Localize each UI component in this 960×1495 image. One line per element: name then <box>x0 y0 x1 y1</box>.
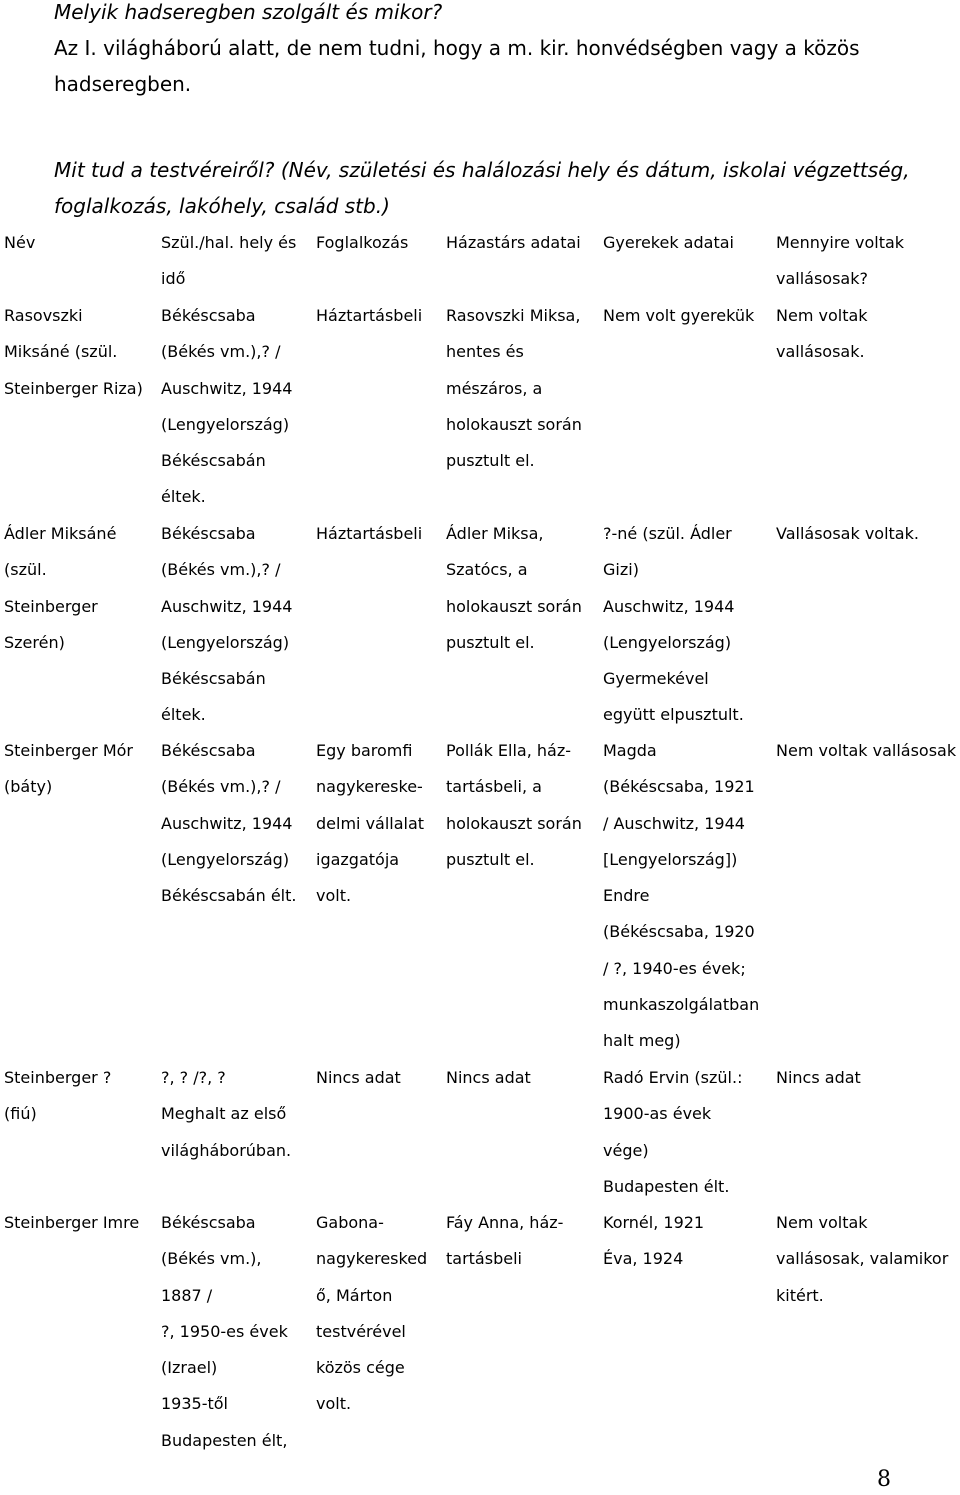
cell-occupation: Egy baromfi nagykereske- delmi vállalat igazgatója volt. <box>316 741 425 906</box>
cell-name: Steinberger Imre <box>4 1213 140 1232</box>
cell-religiosity: Nincs adat <box>776 1068 861 1087</box>
cell-children: Radó Ervin (szül.: 1900-as évek vége) Budapesten élt. <box>603 1068 743 1196</box>
cell-children: Magda (Békéscsaba, 1921 / Auschwitz, 1944 [Lengyelország]) Endre (Békéscsaba, 1920 / ?, 1940-es évek; munkaszolgálatban halt meg) <box>603 741 760 1051</box>
cell-name: Steinberger ? (fiú) <box>4 1068 112 1124</box>
question-service: Melyik hadseregben szolgált és mikor? <box>54 0 443 24</box>
cell-religiosity: Nem voltak vallásosak, valamikor kitért. <box>776 1213 949 1305</box>
cell-spouse: Rasovszki Miksa, hentes és mészáros, a holokauszt során pusztult el. <box>446 306 582 471</box>
cell-birth-death: Békéscsaba (Békés vm.),? / Auschwitz, 1944 (Lengyelország) Békéscsabán élt. <box>161 741 297 906</box>
cell-occupation: Nincs adat <box>316 1068 401 1087</box>
header-children: Gyerekek adatai <box>603 233 734 252</box>
cell-birth-death: Békéscsaba (Békés vm.), 1887 / ?, 1950-es évek (Izrael) 1935-től Budapesten élt, <box>161 1213 288 1450</box>
cell-children: Kornél, 1921 Éva, 1924 <box>603 1213 705 1269</box>
header-occupation: Foglalkozás <box>316 233 409 252</box>
cell-children: ?-né (szül. Ádler Gizi) Auschwitz, 1944 (Lengyelország) Gyermekével együtt elpusztult. <box>603 524 744 725</box>
cell-occupation: Háztartásbeli <box>316 524 423 543</box>
cell-spouse: Fáy Anna, ház- tartásbeli <box>446 1213 564 1269</box>
cell-birth-death: ?, ? /?, ? Meghalt az első világháborúban. <box>161 1068 292 1160</box>
cell-name: Rasovszki Miksáné (szül. Steinberger Riza) <box>4 306 143 398</box>
cell-name: Steinberger Mór (báty) <box>4 741 133 797</box>
cell-religiosity: Nem voltak vallásosak <box>776 741 957 760</box>
cell-children: Nem volt gyerekük <box>603 306 755 325</box>
cell-name: Ádler Miksáné (szül. Steinberger Szerén) <box>4 524 117 652</box>
header-birth-death: Szül./hal. hely és idő <box>161 233 297 289</box>
cell-birth-death: Békéscsaba (Békés vm.),? / Auschwitz, 1944 (Lengyelország) Békéscsabán éltek. <box>161 524 293 725</box>
cell-spouse: Ádler Miksa, Szatócs, a holokauszt során pusztult el. <box>446 524 582 652</box>
header-name: Név <box>4 233 36 252</box>
cell-occupation: Háztartásbeli <box>316 306 423 325</box>
cell-spouse: Nincs adat <box>446 1068 531 1087</box>
header-spouse: Házastárs adatai <box>446 233 581 252</box>
question-siblings: Mit tud a testvéreiről? (Név, születési és halálozási hely és dátum, iskolai végzettség, foglalkozás, lakóhely, család stb.) <box>54 158 910 218</box>
answer-service: Az I. világháború alatt, de nem tudni, hogy a m. kir. honvédségben vagy a közös hadseregben. <box>54 36 860 96</box>
cell-religiosity: Vallásosak voltak. <box>776 524 919 543</box>
cell-occupation: Gabona- nagykeresked ő, Márton testvérével közös cége volt. <box>316 1213 428 1414</box>
header-religiosity: Mennyire voltak vallásosak? <box>776 233 905 289</box>
cell-birth-death: Békéscsaba (Békés vm.),? / Auschwitz, 1944 (Lengyelország) Békéscsabán éltek. <box>161 306 293 507</box>
cell-religiosity: Nem voltak vallásosak. <box>776 306 868 362</box>
page-number: 8 <box>877 1467 891 1492</box>
cell-spouse: Pollák Ella, ház- tartásbeli, a holokauszt során pusztult el. <box>446 741 582 869</box>
